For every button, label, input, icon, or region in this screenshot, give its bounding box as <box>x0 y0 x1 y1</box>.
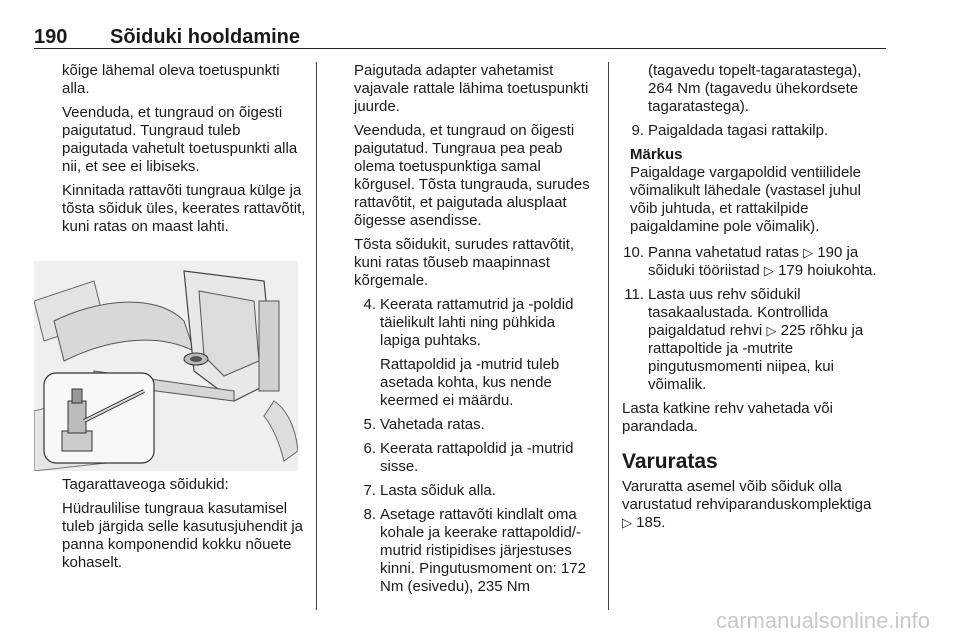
cross-reference-arrow-icon: ▷ <box>622 515 632 530</box>
watermark: carmanualsonline.info <box>715 608 930 633</box>
step-list <box>354 296 598 596</box>
column-1 <box>62 62 306 242</box>
step-text: 190 ja sõiduki tööriistad <box>648 244 859 279</box>
paragraph: Veenduda, et tungraud on õigesti paigutatud. Tungraua pea peab olema toetuspunktiga samal kõrgusel. Tõsta tungrauda, surudes rattavõtit, et paigutada alusplaat õigesse asendisse. <box>354 122 590 229</box>
paragraph <box>622 478 884 532</box>
step-text: Keerata rattamutrid ja -poldid täielikult lahti ning pühkida lapiga puhtaks. <box>380 296 574 349</box>
list-item <box>354 416 598 434</box>
step-number: 9. <box>631 122 644 139</box>
step-list <box>622 122 884 140</box>
paragraph: Tõsta sõidukit, surudes rattavõtit, kuni ratas tõuseb maapinnast kõrgemale. <box>354 236 575 289</box>
list-item <box>354 440 598 476</box>
step-text: Lasta sõiduk alla. <box>380 482 496 499</box>
paragraph: (tagavedu topelt-tagaratastega), 264 Nm (tagavedu ühekordsete tagaratastega). <box>648 62 862 115</box>
step-text: Asetage rattavõti kindlalt oma kohale ja keerake rattapoldid/-mutrid ristipidises järjestuses kinni. Pingutusmoment on: 172 Nm (esivedu), 235 Nm <box>380 506 586 595</box>
chapter-title: Sõiduki hooldamine <box>110 26 301 48</box>
note-box <box>630 146 884 236</box>
paragraph: Lasta katkine rehv vahetada või parandada. <box>622 400 833 435</box>
step-text: Paigaldada tagasi rattakilp. <box>648 122 829 139</box>
step-number: 11. <box>624 286 644 303</box>
section-text: Varuratta asemel võib sõiduk olla varustatud rehviparanduskomplektiga <box>622 478 872 513</box>
step-number: 8. <box>363 506 376 523</box>
list-item <box>622 122 884 140</box>
step-text: 179 hoiukohta. <box>778 262 877 279</box>
column-divider <box>316 62 317 610</box>
page-header <box>34 26 886 49</box>
jack-illustration <box>34 261 298 471</box>
cross-reference-arrow-icon: ▷ <box>766 323 777 338</box>
jack-drawing <box>34 261 298 471</box>
step-number: 7. <box>363 482 376 499</box>
paragraph: Veenduda, et tungraud on õigesti paigutatud. Tungraud tuleb paigutada vahetult toetuspunkti alla nii, et see ei libiseks. <box>62 104 298 175</box>
step-text: Vahetada ratas. <box>380 416 485 433</box>
list-item <box>622 286 884 394</box>
figure-caption <box>62 476 306 578</box>
note-title: Märkus <box>630 146 683 163</box>
step-number: 6. <box>363 440 376 457</box>
page-number: 190 <box>34 26 68 48</box>
step-number: 5. <box>363 416 376 433</box>
step-extra: Rattapoldid ja -mutrid tuleb asetada kohta, kus nende keermed ei määrdu. <box>380 356 560 409</box>
note-text: Paigaldage vargapoldid ventiilidele võimalikult lähedale (vastasel juhul võib juhtuda, et rattakilpide paigaldamine pole võimalik). <box>630 164 861 235</box>
list-item <box>622 244 884 280</box>
paragraph: kõige lähemal oleva toetuspunkti alla. <box>62 62 280 97</box>
column-2 <box>354 62 598 602</box>
step-number: 4. <box>363 296 376 313</box>
step-text: Keerata rattapoldid ja -mutrid sisse. <box>380 440 574 475</box>
list-item <box>354 482 598 500</box>
cross-reference-arrow-icon: ▷ <box>763 263 774 278</box>
step-text: 225 rõhku ja rattapoltide ja -mutrite pingutusmomenti niipea, kui võimalik. <box>648 322 864 393</box>
step-text: Panna vahetatud ratas <box>648 244 799 261</box>
paragraph: Hüdraulilise tungraua kasutamisel tuleb järgida selle kasutusjuhendit ja panna komponendid kokku nõuete kohaselt. <box>62 500 303 571</box>
column-3 <box>622 62 884 538</box>
paragraph: Paigutada adapter vahetamist vajavale rattale lähima toetuspunkti juurde. <box>354 62 589 115</box>
list-item <box>354 296 598 410</box>
section-title: Varuratas <box>622 450 718 473</box>
cross-reference-arrow-icon: ▷ <box>803 245 814 260</box>
column-divider <box>608 62 609 610</box>
section-text: 185. <box>636 514 666 531</box>
step-list <box>622 244 884 394</box>
list-item <box>354 506 598 596</box>
step-text: Lasta uus rehv sõidukil tasakaalustada. Kontrollida paigaldatud rehvi <box>648 286 829 339</box>
step-number: 10. <box>623 244 644 261</box>
caption-heading: Tagarattaveoga sõidukid: <box>62 476 229 493</box>
paragraph: Kinnitada rattavõti tungraua külge ja tõsta sõiduk üles, keerates rattavõtit, kuni ratas on maast lahti. <box>62 182 306 235</box>
